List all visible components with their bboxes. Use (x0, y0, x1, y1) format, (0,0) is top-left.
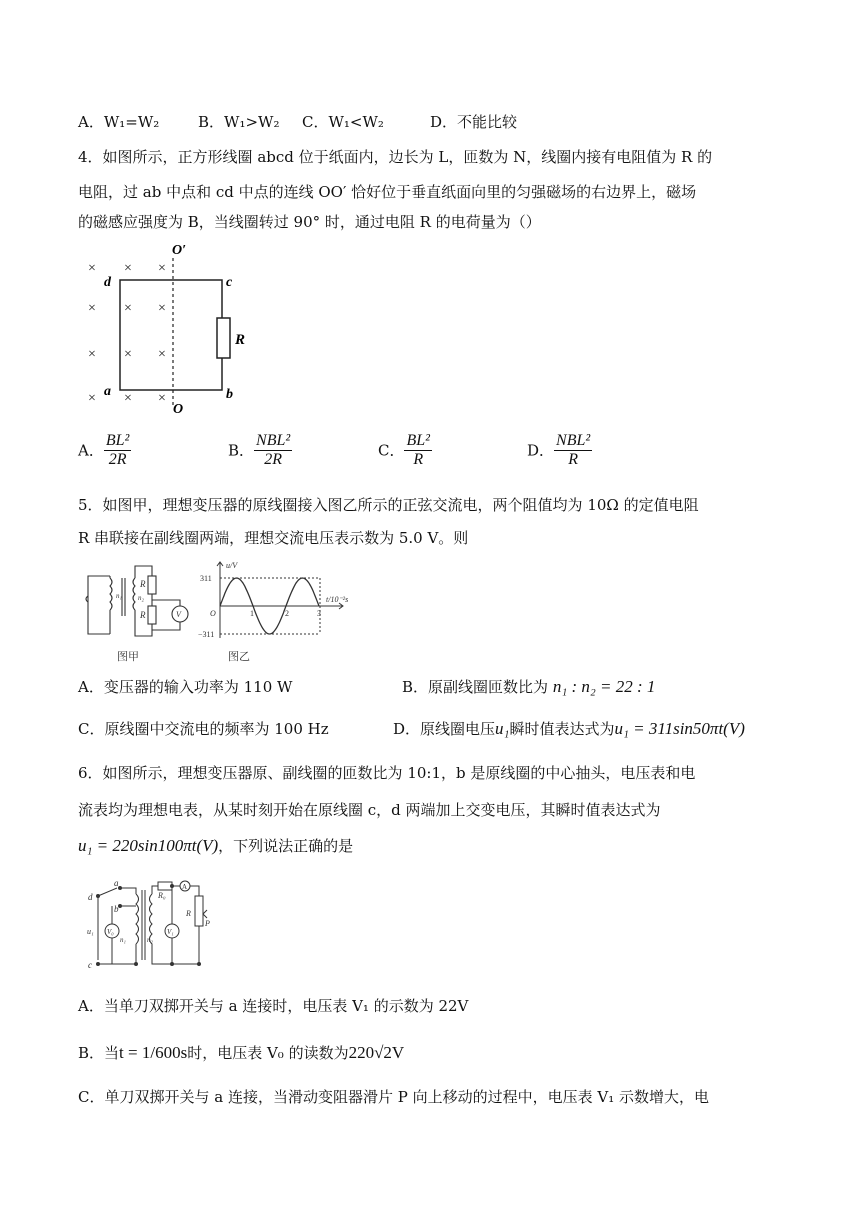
label-r0: R₀ (158, 891, 166, 900)
q5-transformer-figure (80, 556, 200, 666)
q4-option-a: A． $\frac{\text{BL²}}{2R}$ (78, 432, 130, 468)
label-r-bottom: R (140, 610, 146, 620)
tick-3: 3 (317, 609, 321, 618)
label-n2: n₂ (138, 594, 144, 602)
q5-option-d: D．原线圈电压u₁瞬时值表达式为u₁ = 311sin50πt(V) (393, 719, 745, 738)
q6-option-a: A．当单刀双掷开关与 a 连接时，电压表 V₁ 的示数为 22V (78, 997, 469, 1015)
label-n1: n₁ (120, 936, 126, 944)
label-a: a (114, 878, 119, 888)
origin-label: O (210, 609, 216, 618)
axis-xlabel: t/10⁻²s (326, 595, 349, 604)
label-r-top: R (140, 579, 146, 589)
label-o-prime: O′ (172, 243, 187, 258)
q6-option-b: B．当t = 1/600s时，电压表 V₀ 的读数为220√2V (78, 1043, 405, 1062)
tick-1: 1 (250, 609, 254, 618)
svg-text:×: × (158, 261, 166, 276)
label-n2: n₂ (147, 936, 153, 944)
y-min-label: −311 (198, 630, 215, 639)
tick-2: 2 (285, 609, 289, 618)
q3-option-a: A．W₁=W₂ (78, 113, 160, 131)
ammeter-icon: A (182, 883, 188, 891)
svg-text:×: × (124, 261, 132, 276)
q5-waveform-figure (198, 556, 358, 668)
q6-stem-line3: u₁ = 220sin100πt(V)，下列说法正确的是 (78, 836, 354, 855)
q4-stem-line3: 的磁感应强度为 B，当线圈转过 90° 时，通过电阻 R 的电荷量为（） (78, 213, 541, 231)
q5-stem-line1: 5．如图甲，理想变压器的原线圈接入图乙所示的正弦交流电，两个阻值均为 10Ω 的定值电阻 (78, 496, 699, 514)
y-max-label: 311 (200, 574, 212, 583)
q3-option-d: D．不能比较 (430, 113, 518, 131)
q4-option-c: C． $\frac{\text{BL²}}{R}$ (378, 432, 430, 468)
q6-transformer-figure (84, 876, 214, 972)
svg-text:×: × (124, 347, 132, 362)
label-b: b (114, 904, 119, 914)
q3-option-c: C．W₁<W₂ (302, 113, 384, 131)
q6-stem-line1: 6．如图所示，理想变压器原、副线圈的匝数比为 10:1，b 是原线圈的中心抽头，电压表和电 (78, 764, 696, 782)
label-b: b (226, 387, 233, 402)
fig-jia-caption: 图甲 (117, 651, 139, 663)
q5-option-b: B．原副线圈匝数比为 n₁ : n₂ = 22 : 1 (402, 677, 656, 696)
label-c: c (226, 275, 233, 290)
voltmeter-v1-icon: V₁ (167, 928, 174, 936)
label-d: d (104, 275, 111, 290)
q3-option-b: B．W₁>W₂ (198, 113, 280, 131)
svg-text:×: × (158, 347, 166, 362)
fig-yi-caption: 图乙 (228, 651, 250, 663)
svg-text:×: × (88, 347, 96, 362)
svg-text:×: × (88, 301, 96, 316)
q5-option-a: A．变压器的输入功率为 110 W (78, 678, 293, 696)
voltmeter-icon: V (176, 610, 181, 619)
q6-option-c: C．单刀双掷开关与 a 连接，当滑动变阻器滑片 P 向上移动的过程中，电压表 V₁ 示数增大，电 (78, 1088, 709, 1106)
q4-option-b: B． $\frac{\text{NBL²}}{2R}$ (228, 432, 291, 468)
axis-ylabel: u/V (226, 561, 238, 570)
voltmeter-v0-icon: V₀ (107, 928, 114, 936)
q5-option-c: C．原线圈中交流电的频率为 100 Hz (78, 720, 329, 738)
q4-stem-line2: 电阻，过 ab 中点和 cd 中点的连线 OO′ 恰好位于垂直纸面向里的匀强磁场的右边界上，磁场 (78, 183, 697, 201)
q4-stem-line1: 4．如图所示，正方形线圈 abcd 位于纸面内，边长为 L，匝数为 N，线圈内接有电阻值为 R 的 (78, 148, 713, 166)
label-a: a (104, 384, 111, 399)
svg-text:×: × (124, 301, 132, 316)
label-r: R (186, 909, 191, 918)
svg-text:×: × (88, 391, 96, 406)
label-o: O (173, 402, 184, 415)
label-p: P (205, 919, 210, 928)
q4-coil-figure (80, 240, 260, 415)
svg-text:×: × (158, 301, 166, 316)
svg-text:×: × (88, 261, 96, 276)
q4-option-d: D． $\frac{\text{NBL²}}{R}$ (527, 432, 591, 468)
svg-text:×: × (124, 391, 132, 406)
label-u1: u₁ (87, 927, 94, 936)
svg-text:×: × (158, 391, 166, 406)
label-r: R (235, 332, 246, 348)
label-d: d (88, 892, 93, 902)
q6-stem-line2: 流表均为理想电表，从某时刻开始在原线圈 c，d 两端加上交变电压，其瞬时值表达式为 (78, 801, 661, 819)
label-n1: n₁ (116, 592, 122, 600)
q5-stem-line2: R 串联接在副线圈两端，理想交流电压表示数为 5.0 V。则 (78, 529, 469, 547)
label-c: c (88, 960, 92, 970)
